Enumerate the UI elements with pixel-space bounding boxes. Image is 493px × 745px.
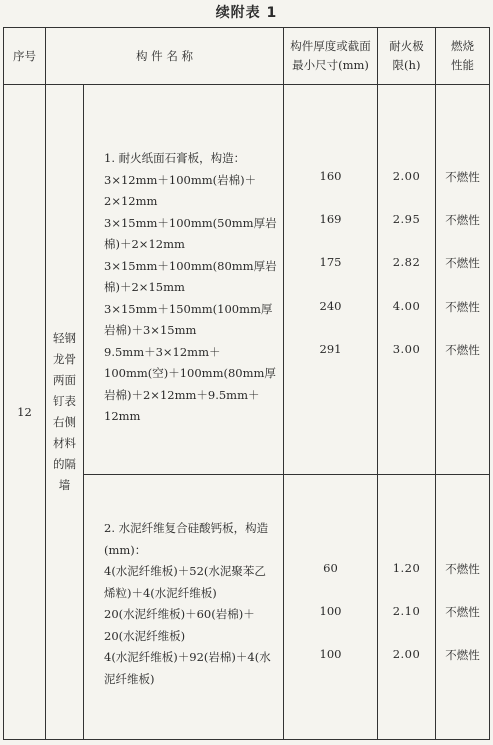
group2-item-3-thickness: 100	[319, 647, 342, 661]
row-seq: 12	[4, 85, 46, 740]
group2-item-1-desc: 4(水泥纤维板)＋52(水泥聚苯乙烯粒)＋4(水泥纤维板)	[104, 564, 266, 600]
group1-item-5-desc: 9.5mm＋3×12mm＋100mm(空)＋100mm(80mm厚岩棉)＋2×12mm＋9.5mm＋12mm	[104, 344, 276, 423]
group2-item-2-comb: 不燃性	[445, 605, 480, 619]
group1-item-3-limit: 2.82	[392, 255, 421, 269]
group2-item-1-thickness: 60	[323, 561, 338, 575]
group1-item-1-desc: 3×12mm＋100mm(岩棉)＋2×12mm	[104, 172, 257, 208]
group2-item-2-desc: 20(水泥纤维板)＋60(岩棉)＋20(水泥纤维板)	[104, 607, 255, 643]
header-seq: 序号	[4, 28, 46, 85]
group1-item-4-comb: 不燃性	[445, 300, 480, 314]
group2-item-2-thickness: 100	[319, 604, 342, 618]
group2-comb-cell	[436, 475, 490, 740]
table-row	[4, 85, 490, 475]
group1-item-5-limit: 3.00	[392, 342, 421, 356]
group2-item-1-limit: 1.20	[392, 561, 421, 575]
group1-limit-cell	[378, 85, 436, 475]
group1-item-4-limit: 4.00	[392, 299, 421, 313]
group2-item-3-comb: 不燃性	[445, 648, 480, 662]
fire-resistance-table	[3, 27, 490, 740]
header-thickness: 构件厚度或截面最小尺寸(mm)	[284, 28, 378, 85]
group1-item-3-comb: 不燃性	[445, 256, 480, 270]
table-title: 续附表 1	[215, 5, 278, 21]
group1-heading: 1. 耐火纸面石膏板，构造：	[104, 151, 246, 165]
group1-item-5-thickness: 291	[319, 342, 342, 356]
group2-item-1-comb: 不燃性	[445, 562, 480, 576]
group1-thickness-cell	[284, 85, 378, 475]
row-name: 轻钢龙骨两面钉表右侧材料的隔墙	[46, 85, 84, 740]
group1-item-4-desc: 3×15mm＋150mm(100mm厚岩棉)＋3×15mm	[104, 301, 273, 337]
group2-item-3-desc: 4(水泥纤维板)＋92(岩棉)＋4(水泥纤维板)	[104, 650, 271, 686]
group1-desc-cell	[84, 85, 284, 475]
group2-item-3-limit: 2.00	[392, 647, 421, 661]
group1-item-1-comb: 不燃性	[445, 170, 480, 184]
header-fire-limit: 耐火极限(h)	[378, 28, 436, 85]
header-row	[4, 28, 490, 85]
group2-item-2-limit: 2.10	[392, 604, 421, 618]
group1-item-2-comb: 不燃性	[445, 213, 480, 227]
group1-item-3-thickness: 175	[319, 255, 342, 269]
group1-item-2-limit: 2.95	[392, 212, 421, 226]
group1-item-5-comb: 不燃性	[445, 343, 480, 357]
group1-item-2-thickness: 169	[319, 212, 342, 226]
group1-item-4-thickness: 240	[319, 299, 342, 313]
group1-item-2-desc: 3×15mm＋100mm(50mm厚岩棉)＋2×12mm	[104, 215, 277, 251]
group2-heading: 2. 水泥纤维复合硅酸钙板，构造(mm)：	[104, 521, 269, 557]
group2-limit-cell	[378, 475, 436, 740]
group1-item-3-desc: 3×15mm＋100mm(80mm厚岩棉)＋2×15mm	[104, 258, 277, 294]
header-combustibility: 燃烧性能	[436, 28, 490, 85]
group2-desc-cell	[84, 475, 284, 740]
header-component: 构 件 名 称	[46, 28, 284, 85]
group2-thickness-cell	[284, 475, 378, 740]
group1-item-1-limit: 2.00	[392, 169, 421, 183]
group1-item-1-thickness: 160	[319, 169, 342, 183]
group1-comb-cell	[436, 85, 490, 475]
